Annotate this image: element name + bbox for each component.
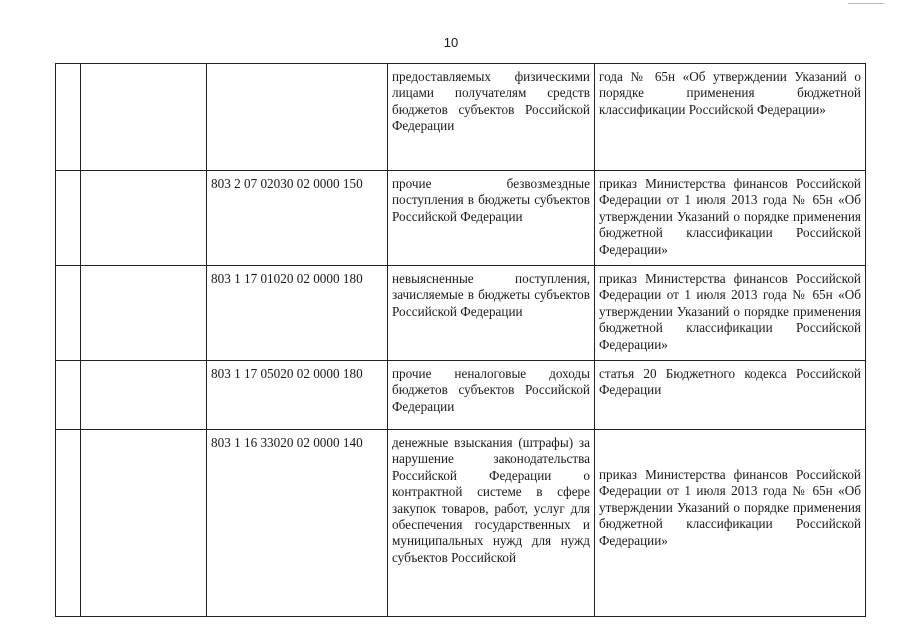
cell-basis: приказ Министерства финансов Российской Федерации от 1 июля 2013 года № 65н «Об утверждении Указаний о порядке применения бюджетной классификации Российской Федерации» <box>595 266 866 361</box>
cell-basis: приказ Министерства финансов Российской Федерации от 1 июля 2013 года № 65н «Об утверждении Указаний о порядке применения бюджетной классификации Российской Федерации» <box>595 430 866 617</box>
cell-admin <box>81 430 207 617</box>
cell-description: предоставляемых физическими лицами получателям средств бюджетов субъектов Российской Федерации <box>388 64 595 171</box>
cell-code: 803 1 17 05020 02 0000 180 <box>207 361 388 430</box>
cell-index <box>56 430 81 617</box>
cell-code: 803 2 07 02030 02 0000 150 <box>207 171 388 266</box>
cell-index <box>56 171 81 266</box>
cell-description: денежные взыскания (штрафы) за нарушение законодательства Российской Федерации о контрактной системе в сфере закупок товаров, работ, услуг для обеспечения государственных и муниципальных нужд для нужд субъектов Российской <box>388 430 595 617</box>
cell-basis: приказ Министерства финансов Российской Федерации от 1 июля 2013 года № 65н «Об утверждении Указаний о порядке применения бюджетной классификации Российской Федерации» <box>595 171 866 266</box>
cell-code: 803 1 16 33020 02 0000 140 <box>207 430 388 617</box>
cell-admin <box>81 266 207 361</box>
cell-index <box>56 361 81 430</box>
scan-artifact-line <box>848 3 884 4</box>
cell-basis: года № 65н «Об утверждении Указаний о порядке применения бюджетной классификации Российской Федерации» <box>595 64 866 171</box>
cell-index <box>56 266 81 361</box>
cell-code: 803 1 17 01020 02 0000 180 <box>207 266 388 361</box>
page-number: 10 <box>443 35 459 50</box>
cell-index <box>56 64 81 171</box>
table-row <box>56 266 866 361</box>
cell-admin <box>81 171 207 266</box>
cell-admin <box>81 361 207 430</box>
table-row <box>56 361 866 430</box>
cell-admin <box>81 64 207 171</box>
cell-code <box>207 64 388 171</box>
table-row <box>56 430 866 617</box>
table-row <box>56 64 866 171</box>
cell-description: невыясненные поступления, зачисляемые в бюджеты субъектов Российской Федерации <box>388 266 595 361</box>
table-row <box>56 171 866 266</box>
cell-basis: статья 20 Бюджетного кодекса Российской Федерации <box>595 361 866 430</box>
cell-description: прочие неналоговые доходы бюджетов субъектов Российской Федерации <box>388 361 595 430</box>
classification-table <box>55 63 866 617</box>
cell-description: прочие безвозмездные поступления в бюджеты субъектов Российской Федерации <box>388 171 595 266</box>
